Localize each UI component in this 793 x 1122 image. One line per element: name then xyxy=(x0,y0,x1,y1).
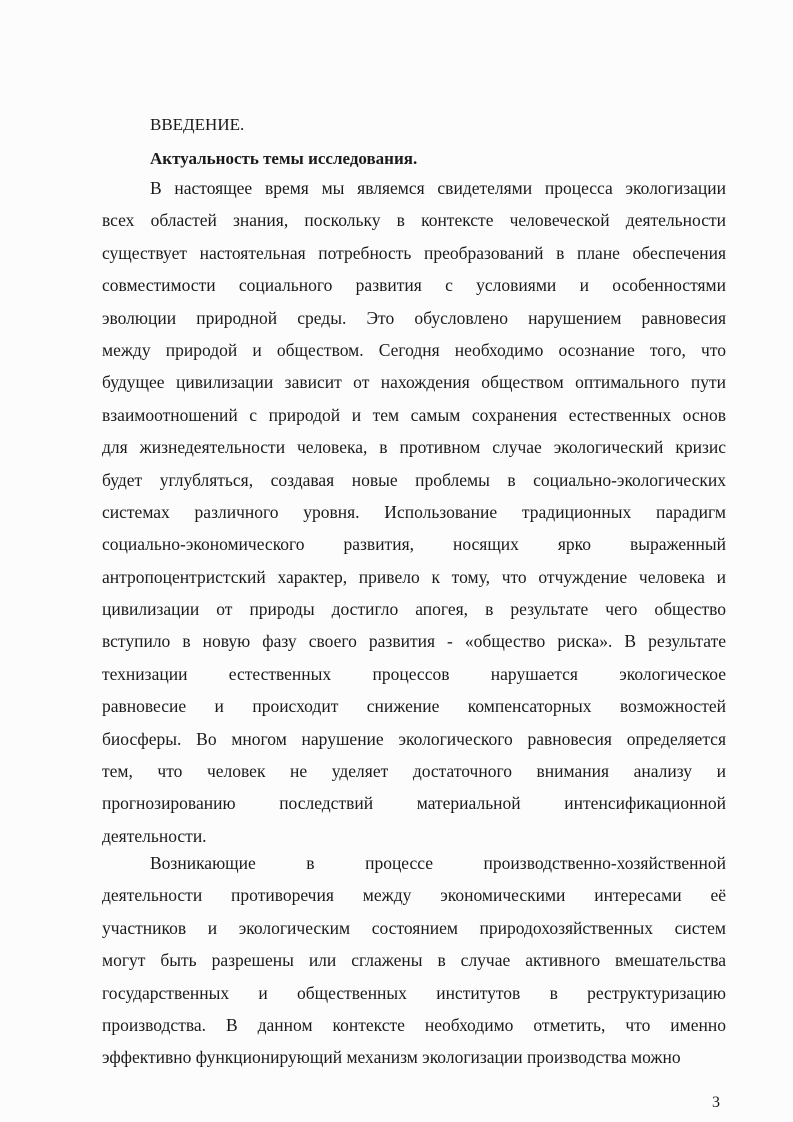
text-line: биосферы. Во многом нарушение экологического равновесия определяется xyxy=(102,728,726,749)
text-line: производства. В данном контексте необходимо отметить, что именно xyxy=(102,1014,726,1035)
paragraph-2 xyxy=(102,847,726,1074)
subsection-title: Актуальность темы исследования. xyxy=(150,149,418,168)
text-line: вступило в новую фазу своего развития - «общество риска». В результате xyxy=(102,631,726,652)
text-line: будущее цивилизации зависит от нахождения обществом оптимального пути xyxy=(102,372,726,393)
text-line: антропоцентристский характер, привело к тому, что отчуждение человека и xyxy=(102,566,726,587)
text-line: В настоящее время мы являемся свидетелями процесса экологизации xyxy=(150,178,726,198)
text-line: эволюции природной среды. Это обусловлено нарушением равновесия xyxy=(102,307,726,328)
text-line: деятельности. xyxy=(102,825,207,846)
paragraph-1 xyxy=(102,172,726,852)
text-line: равновесие и происходит снижение компенсаторных возможностей xyxy=(102,696,726,717)
page-number: 3 xyxy=(712,1094,720,1111)
text-line: государственных и общественных институтов в реструктуризацию xyxy=(102,982,726,1003)
text-line: существует настоятельная потребность преобразований в плане обеспечения xyxy=(102,242,726,263)
text-line: взаимоотношений с природой и тем самым сохранения естественных основ xyxy=(102,404,726,425)
text-line: прогнозированию последствий материальной интенсификационной xyxy=(102,793,726,814)
text-line: эффективно функционирующий механизм экологизации производства можно xyxy=(102,1047,681,1068)
text-line: могут быть разрешены или сглажены в случае активного вмешательства xyxy=(102,950,726,971)
text-line: между природой и обществом. Сегодня необходимо осознание того, что xyxy=(102,339,726,360)
text-line: цивилизации от природы достигло апогея, в результате чего общество xyxy=(102,599,726,620)
text-line: всех областей знания, поскольку в контексте человеческой деятельности xyxy=(102,210,726,231)
text-line: совместимости социального развития с условиями и особенностями xyxy=(102,275,726,296)
text-line: системах различного уровня. Использование традиционных парадигм xyxy=(102,501,726,522)
text-line: технизации естественных процессов нарушается экологическое xyxy=(102,663,726,684)
text-line: будет углубляться, создавая новые проблемы в социально-экологических xyxy=(102,469,726,490)
text-line: Возникающие в процессе производственно-хозяйственной xyxy=(150,853,726,873)
text-line: для жизнедеятельности человека, в противном случае экологический кризис xyxy=(102,437,726,458)
section-title: ВВЕДЕНИЕ. xyxy=(150,115,245,134)
text-line: социально-экономического развития, носящих ярко выраженный xyxy=(102,534,726,555)
text-line: деятельности противоречия между экономическими интересами её xyxy=(102,885,726,906)
text-line: тем, что человек не уделяет достаточного внимания анализу и xyxy=(102,761,726,782)
text-line: участников и экологическим состоянием природохозяйственных систем xyxy=(102,917,726,938)
